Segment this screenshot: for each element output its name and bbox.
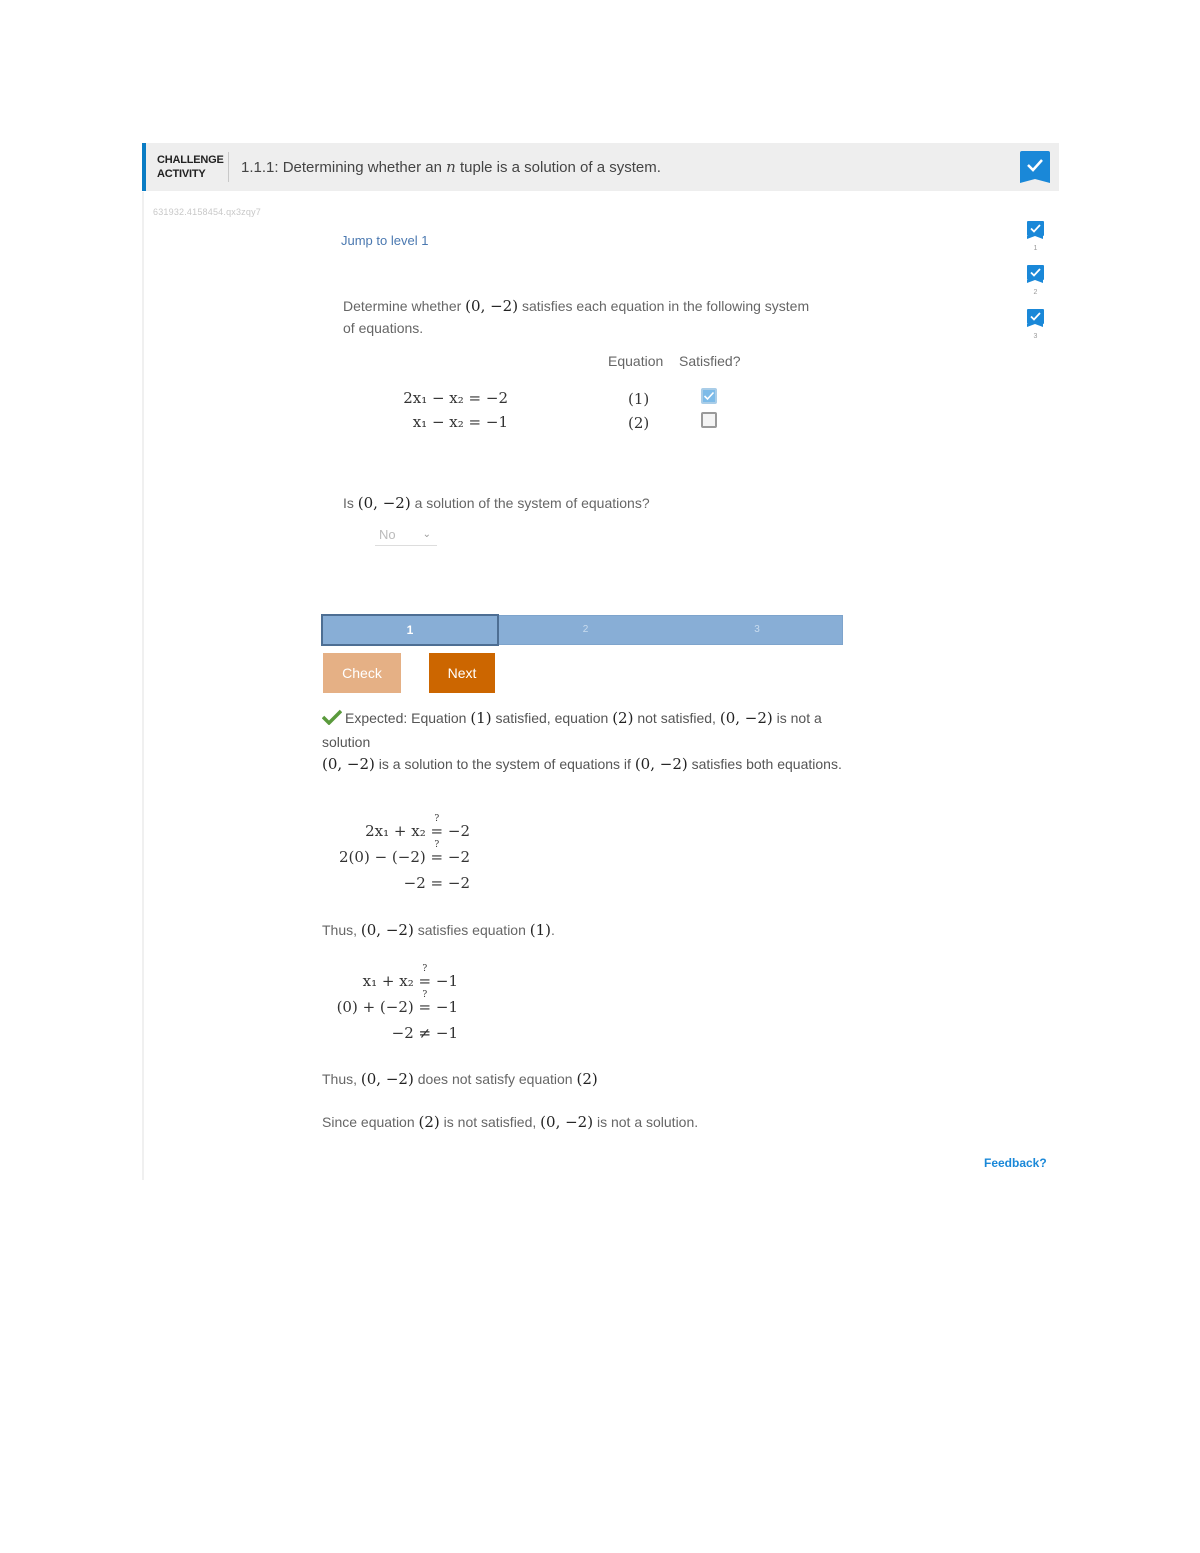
c3-before: Since equation [322,1114,419,1130]
work1-row2-rhs: −2 [447,848,470,866]
conclusion-2 [322,1070,598,1088]
activity-code: 631932.4158454.qx3zqy7 [153,207,261,217]
work2-row2 [322,990,458,1020]
checkmark-icon [322,709,342,731]
equation-1-label: (1) [628,390,650,408]
level-progress-bar [321,615,843,645]
work1-row1-lhs: 2x₁ + x₂ [365,822,426,840]
title-variable: n [446,158,456,176]
question-mark: ? [434,840,440,850]
prompt-point: (0, −2) [465,297,519,315]
jump-to-level-select[interactable]: Jump to level 1 [341,233,429,248]
work1-row2-lhs: 2(0) − (−2) [339,848,426,866]
question-equals: ? = [419,994,432,1020]
c1-before: Thus, [322,922,361,938]
question-mark: ? [422,964,428,974]
explain-end: satisfies both equations. [687,756,842,772]
question-prompt [343,295,813,339]
explain-mid: is a solution to the system of equations if [374,756,635,772]
header-divider [228,152,229,182]
check-badge-icon [1020,151,1050,179]
dropdown-selected-value: No [379,527,396,542]
equation-1-satisfied-checkbox[interactable] [701,388,717,404]
feedback-link[interactable]: Feedback? [984,1156,1047,1170]
equation-2-label: (2) [628,414,650,432]
card-left-rule [142,192,144,1180]
c3-eq: (2) [418,1113,440,1131]
work2-row1-rhs: −1 [435,972,458,990]
c1-end: . [551,922,555,938]
conclusion-1 [322,921,555,939]
explain-point-1: (0, −2) [322,755,375,773]
chevron-down-icon: ⌄ [422,529,431,540]
level-2-number: 2 [1033,289,1038,296]
c2-mid: does not satisfy equation [413,1071,577,1087]
title-suffix: tuple is a solution of a system. [455,159,661,176]
expected-point: (0, −2) [719,709,773,727]
expected-end: is not a solution [322,710,822,750]
conclusion-3 [322,1113,698,1131]
c1-point: (0, −2) [360,921,414,939]
expected-eq1: (1) [470,709,492,727]
q2-text: Is [343,495,358,511]
level-2-check-badge-icon[interactable] [1027,265,1044,280]
work2-row1-lhs: x₁ + x₂ [362,972,414,990]
work2-row2-rhs: −1 [435,998,458,1016]
expected-mid2: not satisfied, [633,710,720,726]
work2-row3: −2 ≠ −1 [391,1024,458,1042]
q2-text-end: a solution of the system of equations? [410,495,650,511]
check-button[interactable]: Check [323,653,401,693]
question-mark: ? [422,990,428,1000]
kind-line-2: ACTIVITY [157,168,206,180]
c2-point: (0, −2) [360,1070,414,1088]
progress-segment-3[interactable]: 3 [754,624,760,635]
c3-end: is not a solution. [593,1114,699,1130]
work2-row2-lhs: (0) + (−2) [336,998,414,1016]
activity-header [142,143,1059,191]
equation-2-satisfied-checkbox[interactable] [701,412,717,428]
equation-2: x₁ − x₂ = −1 [412,413,508,431]
question-equals: ? = [431,818,444,844]
activity-kind-label [157,153,224,181]
progress-segment-2[interactable]: 2 [582,624,589,635]
solution-question [343,494,650,512]
level-1-check-badge-icon[interactable] [1027,221,1044,236]
work1-row1 [322,814,470,844]
kind-line-1: CHALLENGE [157,154,224,166]
c3-point: (0, −2) [540,1113,594,1131]
level-1-number: 1 [1033,245,1038,252]
equation-2-work [322,964,458,1046]
expected-text: Expected: Equation [345,710,471,726]
q2-point: (0, −2) [357,494,411,512]
work1-row1-rhs: −2 [447,822,470,840]
column-header-satisfied: Satisfied? [679,353,741,369]
c3-mid: is not satisfied, [439,1114,541,1130]
next-button[interactable]: Next [429,653,495,693]
equation-1-work [322,814,470,896]
explain-point-2: (0, −2) [634,755,688,773]
prompt-text: Determine whether [343,298,466,314]
work1-row2 [322,840,470,870]
level-3-check-badge-icon[interactable] [1027,309,1044,324]
question-equals: ? = [431,844,444,870]
solution-answer-dropdown[interactable] [375,526,437,546]
work1-row3: −2 = −2 [403,874,470,892]
prompt-text-end: satisfies each equation in the following system of equations. [343,298,810,336]
title-prefix: 1.1.1: Determining whether an [241,159,447,176]
progress-segment-1[interactable]: 1 [321,614,499,646]
c2-before: Thus, [322,1071,361,1087]
feedback-explanation [322,707,847,775]
c1-eq: (1) [529,921,552,939]
c2-eq: (2) [576,1070,598,1088]
c1-mid: satisfies equation [413,922,530,938]
level-3-number: 3 [1033,333,1038,340]
activity-title [241,158,661,176]
expected-eq2: (2) [612,709,634,727]
question-mark: ? [434,814,440,824]
equation-1: 2x₁ − x₂ = −2 [403,389,508,407]
expected-mid1: satisfied, equation [491,710,613,726]
question-equals: ? = [419,968,432,994]
column-header-equation: Equation [608,353,664,369]
work2-row1 [322,964,458,994]
